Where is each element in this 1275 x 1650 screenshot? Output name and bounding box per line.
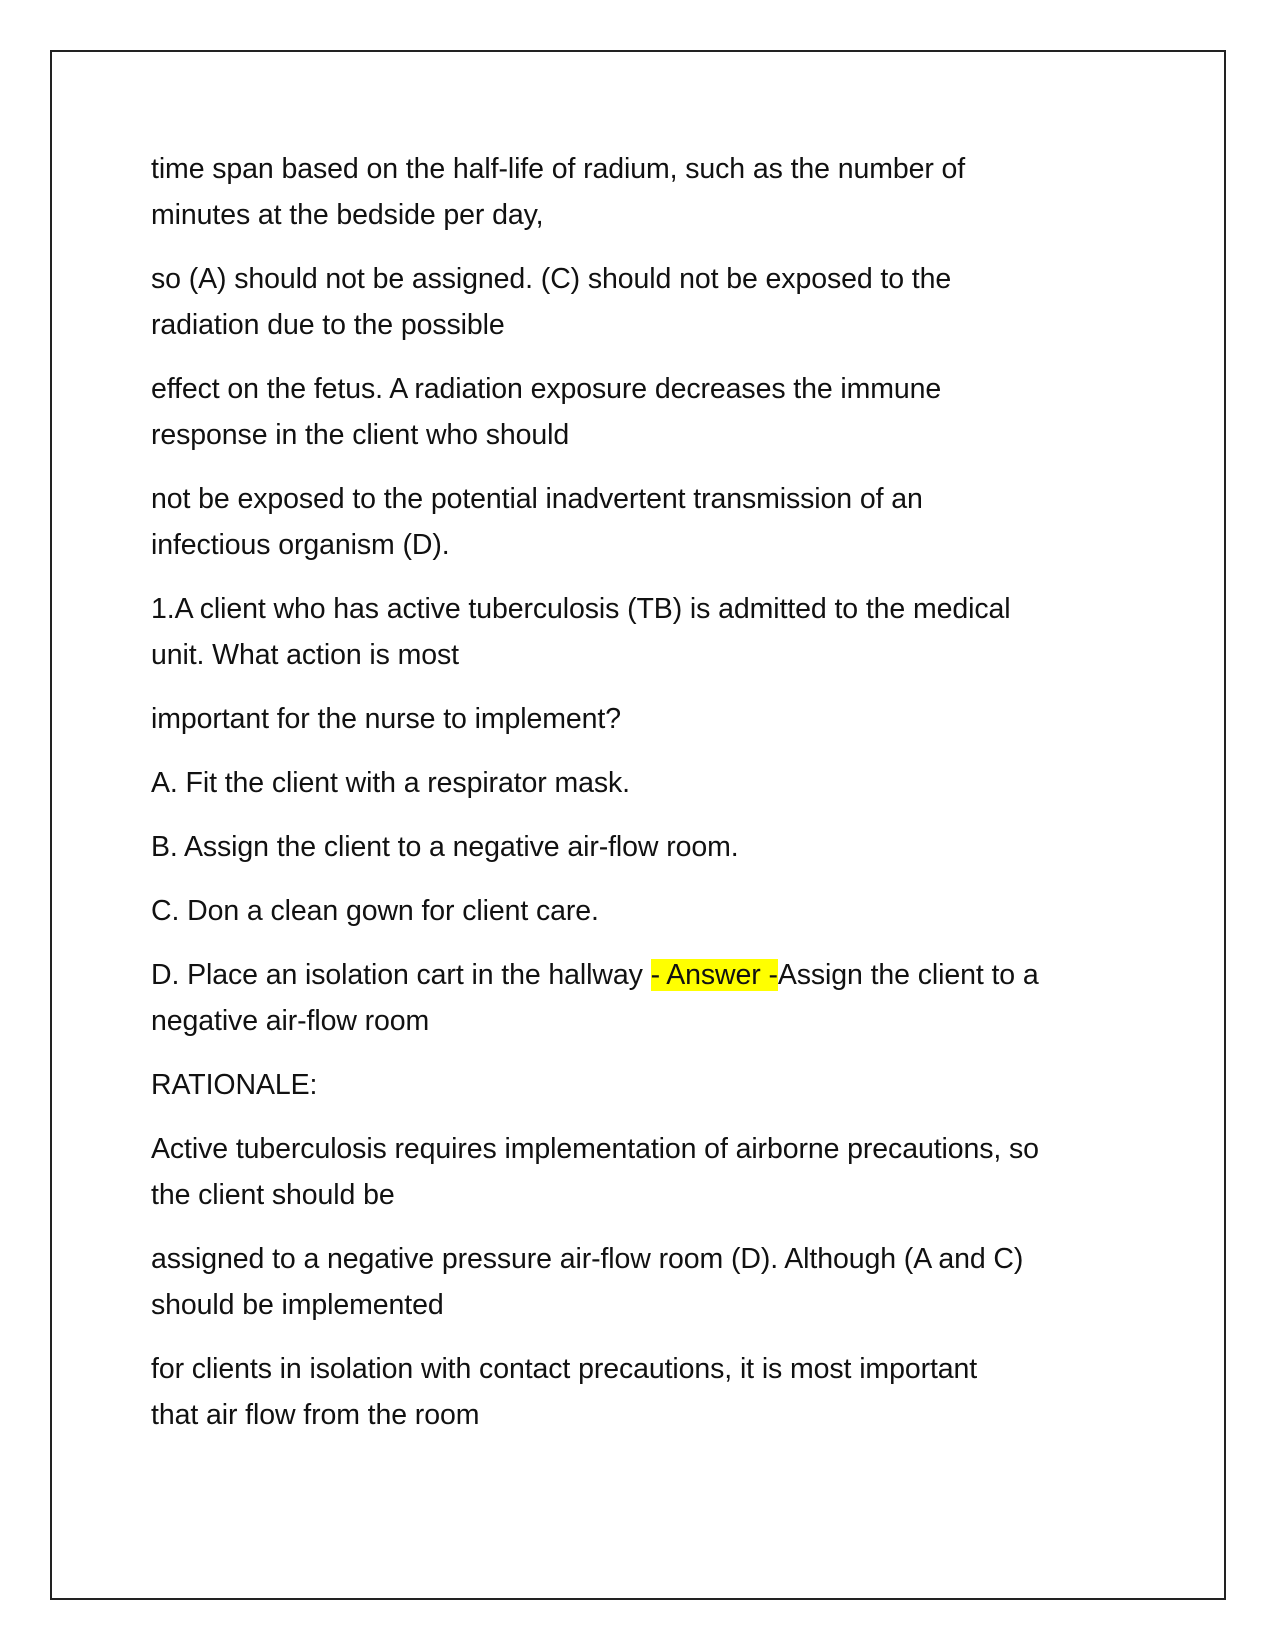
rationale-paragraph-2 xyxy=(151,1236,1141,1328)
text-line: assigned to a negative pressure air-flow room (D). Although (A and C) xyxy=(151,1243,1024,1275)
text-line: effect on the fetus. A radiation exposure decreases the immune xyxy=(151,373,942,405)
text-line: time span based on the half-life of radium, such as the number of xyxy=(151,153,966,185)
text-line: C. Don a clean gown for client care. xyxy=(151,895,599,927)
text-line: infectious organism (D). xyxy=(151,529,450,561)
answer-text: Assign the client to a xyxy=(777,959,1039,991)
text-line: unit. What action is most xyxy=(151,639,459,671)
option-d-with-answer xyxy=(151,952,1141,1044)
text-line: for clients in isolation with contact precautions, it is most important xyxy=(151,1353,978,1385)
paragraph-infection-risk xyxy=(151,476,1141,568)
option-d-text: D. Place an isolation cart in the hallway xyxy=(151,959,651,991)
text-line: A. Fit the client with a respirator mask. xyxy=(151,767,630,799)
option-a xyxy=(151,760,1141,806)
question-stem-continued xyxy=(151,696,1141,742)
paragraph-fetus-effect xyxy=(151,366,1141,458)
rationale-paragraph-1 xyxy=(151,1126,1141,1218)
text-line: important for the nurse to implement? xyxy=(151,703,621,735)
text-line: RATIONALE: xyxy=(151,1069,318,1101)
text-line: Active tuberculosis requires implementation of airborne precautions, so xyxy=(151,1133,1039,1165)
paragraph-assignment-note xyxy=(151,256,1141,348)
question-stem xyxy=(151,586,1141,678)
text-line: 1.A client who has active tuberculosis (TB) is admitted to the medical xyxy=(151,593,1011,625)
text-line: negative air-flow room xyxy=(151,1005,430,1037)
text-line: minutes at the bedside per day, xyxy=(151,199,544,231)
document-body xyxy=(151,146,1141,1456)
text-line: the client should be xyxy=(151,1179,395,1211)
answer-highlight: - Answer - xyxy=(650,959,778,991)
text-line: not be exposed to the potential inadvertent transmission of an xyxy=(151,483,923,515)
text-line: should be implemented xyxy=(151,1289,444,1321)
paragraph-radium-timespan xyxy=(151,146,1141,238)
text-line: B. Assign the client to a negative air-flow room. xyxy=(151,831,739,863)
text-line: response in the client who should xyxy=(151,419,570,451)
text-line: so (A) should not be assigned. (C) should not be exposed to the xyxy=(151,263,952,295)
option-c xyxy=(151,888,1141,934)
option-b xyxy=(151,824,1141,870)
rationale-paragraph-3 xyxy=(151,1346,1141,1438)
rationale-heading xyxy=(151,1062,1141,1108)
text-line xyxy=(151,952,1141,998)
text-line: radiation due to the possible xyxy=(151,309,505,341)
text-line: that air flow from the room xyxy=(151,1399,480,1431)
